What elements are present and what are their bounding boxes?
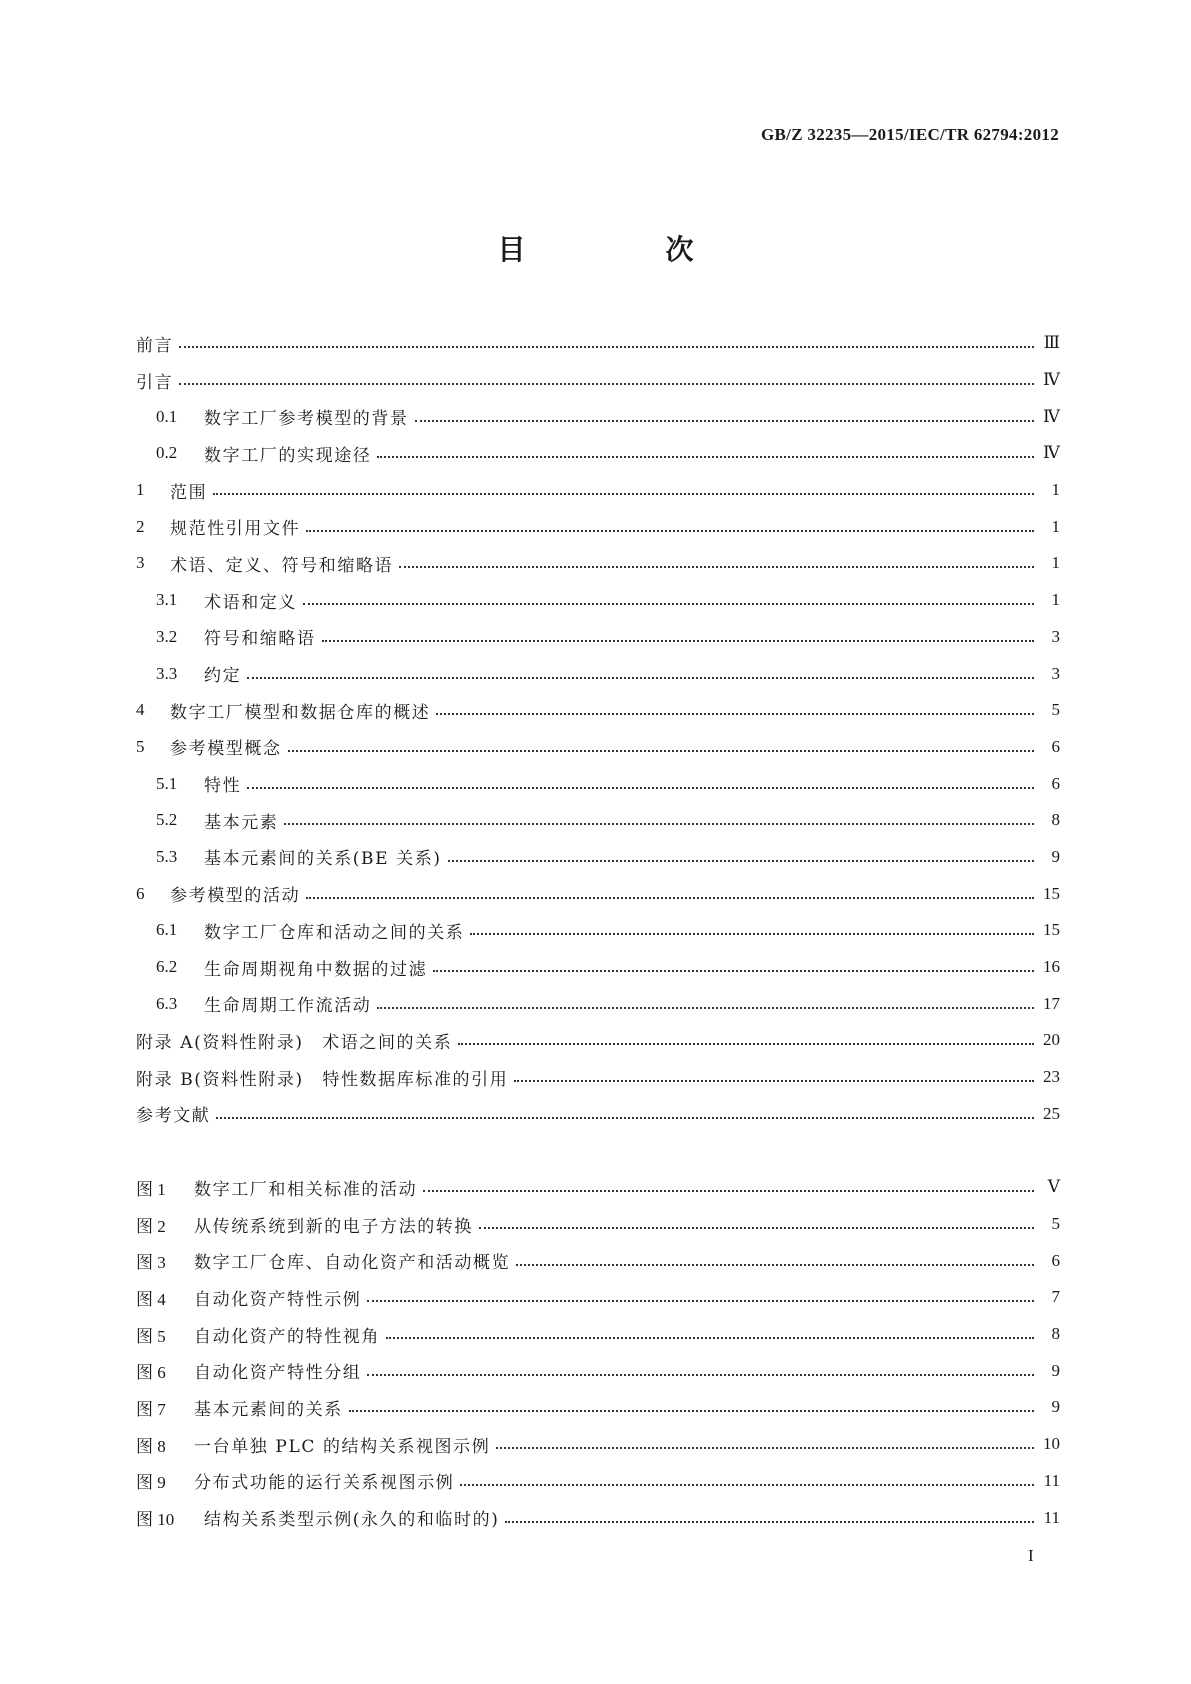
toc-entry-title: 参考模型概念: [170, 739, 282, 760]
toc-entry[interactable]: [136, 582, 1060, 619]
figure-number: 图 6: [136, 1363, 166, 1383]
figure-title: 自动化资产特性分组: [194, 1363, 362, 1384]
figure-page: 11: [1043, 1507, 1060, 1527]
toc-entry-number: 3.3: [156, 663, 178, 683]
toc-entry-title: 约定: [204, 666, 242, 687]
figure-number: 图 5: [136, 1326, 166, 1346]
toc-entry-title: 规范性引用文件: [170, 519, 301, 540]
toc-entry-page: 1: [1051, 590, 1060, 610]
figure-title: 基本元素间的关系: [194, 1399, 343, 1420]
dot-leader: [460, 1484, 1034, 1486]
dot-leader: [247, 787, 1034, 789]
dot-leader: [505, 1521, 1034, 1523]
dot-leader: [288, 750, 1034, 752]
toc-entry-number: 6: [136, 883, 145, 903]
figure-entry[interactable]: [136, 1242, 1060, 1279]
figure-number: 图 9: [136, 1473, 166, 1493]
dot-leader: [216, 1117, 1034, 1119]
dot-leader: [377, 456, 1034, 458]
figure-entry[interactable]: [136, 1206, 1060, 1243]
dot-leader: [399, 566, 1034, 568]
figure-number: 图 8: [136, 1436, 166, 1456]
dot-leader: [349, 1410, 1034, 1412]
toc-entry-title: 生命周期视角中数据的过滤: [204, 959, 428, 980]
toc-entry[interactable]: [136, 912, 1060, 949]
figure-number: 图 10: [136, 1510, 175, 1530]
toc-entry-number: 6.2: [156, 957, 178, 977]
dot-leader: [448, 860, 1034, 862]
figure-entry[interactable]: [136, 1169, 1060, 1206]
dot-leader: [179, 383, 1034, 385]
dot-leader: [303, 603, 1034, 605]
toc-entry-page: 8: [1051, 810, 1060, 830]
toc-entry-title: 附录 A(资料性附录) 术语之间的关系: [136, 1032, 453, 1053]
figure-page: 7: [1051, 1287, 1060, 1307]
toc-entry-page: Ⅲ: [1043, 333, 1060, 353]
page-title: 目 次: [497, 233, 750, 266]
toc-entry[interactable]: [136, 692, 1060, 729]
dot-leader: [496, 1447, 1034, 1449]
toc-entry[interactable]: [136, 729, 1060, 766]
toc-entry-number: 1: [136, 480, 145, 500]
dot-leader: [386, 1337, 1034, 1339]
toc-entry-title: 数字工厂参考模型的背景: [204, 409, 409, 430]
toc-entry-title: 术语、定义、符号和缩略语: [170, 555, 394, 576]
dot-leader: [479, 1227, 1034, 1229]
toc-entry[interactable]: [136, 1059, 1060, 1096]
toc-entry-title: 符号和缩略语: [204, 629, 316, 650]
figure-number: 图 4: [136, 1289, 166, 1309]
toc-entry-page: 1: [1051, 553, 1060, 573]
toc-entry[interactable]: [136, 398, 1060, 435]
toc-entry[interactable]: [136, 655, 1060, 692]
figure-page: 5: [1051, 1214, 1060, 1234]
table-of-contents: [136, 325, 1060, 1132]
figure-page: 8: [1051, 1324, 1060, 1344]
figure-title: 结构关系类型示例(永久的和临时的): [204, 1510, 500, 1531]
dot-leader: [213, 493, 1034, 495]
toc-entry-number: 2: [136, 516, 145, 536]
page-number: I: [1028, 1546, 1034, 1565]
toc-entry[interactable]: [136, 362, 1060, 399]
toc-entry[interactable]: [136, 875, 1060, 912]
figure-page: 10: [1043, 1434, 1060, 1454]
toc-entry-page: 15: [1043, 920, 1060, 940]
toc-entry-page: 1: [1051, 516, 1060, 536]
figure-title: 自动化资产特性示例: [194, 1289, 362, 1310]
dot-leader: [433, 970, 1034, 972]
toc-entry-page: 1: [1051, 480, 1060, 500]
toc-entry-page: Ⅳ: [1043, 443, 1060, 463]
dot-leader: [284, 823, 1034, 825]
dot-leader: [377, 1007, 1034, 1009]
figure-page: 6: [1051, 1250, 1060, 1270]
list-of-figures: [136, 1169, 1060, 1536]
dot-leader: [306, 530, 1034, 532]
toc-entry-title: 基本元素间的关系(BE 关系): [204, 849, 442, 870]
toc-entry[interactable]: [136, 839, 1060, 876]
toc-entry-page: 3: [1051, 626, 1060, 646]
dot-leader: [516, 1264, 1034, 1266]
toc-entry-page: 15: [1043, 883, 1060, 903]
toc-entry-page: 9: [1051, 846, 1060, 866]
toc-entry-page: Ⅳ: [1043, 370, 1060, 390]
figure-number: 图 7: [136, 1399, 166, 1419]
toc-entry-number: 4: [136, 700, 145, 720]
toc-entry-number: 3.2: [156, 626, 178, 646]
dot-leader: [423, 1190, 1034, 1192]
toc-entry-page: 17: [1043, 993, 1060, 1013]
toc-entry-title: 特性: [204, 776, 242, 797]
toc-entry[interactable]: [136, 985, 1060, 1022]
standard-code: GB/Z 32235—2015/IEC/TR 62794:2012: [761, 125, 1059, 144]
toc-entry-page: 20: [1043, 1030, 1060, 1050]
toc-entry[interactable]: [136, 1022, 1060, 1059]
toc-entry[interactable]: [136, 765, 1060, 802]
figure-entry[interactable]: [136, 1352, 1060, 1389]
figure-entry[interactable]: [136, 1279, 1060, 1316]
toc-entry-page: 5: [1051, 700, 1060, 720]
dot-leader: [367, 1374, 1034, 1376]
figure-title: 从传统系统到新的电子方法的转换: [194, 1216, 473, 1237]
toc-entry-number: 3: [136, 553, 145, 573]
figure-entry[interactable]: [136, 1499, 1060, 1536]
figure-page: 9: [1051, 1360, 1060, 1380]
figure-page: Ⅴ: [1047, 1177, 1060, 1197]
toc-entry-title: 基本元素: [204, 812, 279, 833]
toc-entry[interactable]: [136, 508, 1060, 545]
figure-entry[interactable]: [136, 1389, 1060, 1426]
dot-leader: [179, 346, 1034, 348]
dot-leader: [367, 1300, 1034, 1302]
figure-entry[interactable]: [136, 1316, 1060, 1353]
toc-entry-page: Ⅳ: [1043, 406, 1060, 426]
toc-entry-page: 25: [1043, 1103, 1060, 1123]
toc-entry-title: 参考模型的活动: [170, 886, 301, 907]
toc-entry[interactable]: [136, 545, 1060, 582]
toc-entry-title: 数字工厂的实现途径: [204, 445, 372, 466]
figure-entry[interactable]: [136, 1426, 1060, 1463]
toc-entry[interactable]: [136, 472, 1060, 509]
figure-entry[interactable]: [136, 1463, 1060, 1500]
toc-entry[interactable]: [136, 802, 1060, 839]
figure-title: 数字工厂仓库、自动化资产和活动概览: [194, 1253, 511, 1274]
toc-entry-number: 6.3: [156, 993, 178, 1013]
toc-entry-number: 6.1: [156, 920, 178, 940]
toc-entry-title: 引言: [136, 372, 174, 393]
toc-entry[interactable]: [136, 435, 1060, 472]
figure-title: 自动化资产的特性视角: [194, 1326, 380, 1347]
figure-number: 图 3: [136, 1253, 166, 1273]
toc-entry-title: 数字工厂仓库和活动之间的关系: [204, 922, 465, 943]
toc-entry-page: 6: [1051, 736, 1060, 756]
toc-entry[interactable]: [136, 619, 1060, 656]
figure-title: 一台单独 PLC 的结构关系视图示例: [194, 1436, 491, 1457]
toc-entry-title: 数字工厂模型和数据仓库的概述: [170, 702, 431, 723]
toc-entry-number: 0.1: [156, 406, 178, 426]
dot-leader: [415, 420, 1034, 422]
toc-entry-number: 5: [136, 736, 145, 756]
toc-entry[interactable]: [136, 949, 1060, 986]
toc-entry-number: 5.1: [156, 773, 178, 793]
dot-leader: [436, 713, 1034, 715]
figure-number: 图 1: [136, 1179, 166, 1199]
toc-entry-number: 0.2: [156, 443, 178, 463]
dot-leader: [458, 1043, 1034, 1045]
toc-entry-title: 前言: [136, 335, 174, 356]
toc-entry-title: 附录 B(资料性附录) 特性数据库标准的引用: [136, 1069, 509, 1090]
toc-entry-page: 23: [1043, 1067, 1060, 1087]
dot-leader: [514, 1080, 1034, 1082]
dot-leader: [322, 640, 1034, 642]
toc-entry-title: 范围: [170, 482, 208, 503]
dot-leader: [470, 933, 1034, 935]
toc-entry-page: 16: [1043, 957, 1060, 977]
toc-entry[interactable]: [136, 325, 1060, 362]
figure-number: 图 2: [136, 1216, 166, 1236]
toc-entry-title: 生命周期工作流活动: [204, 996, 372, 1017]
toc-entry-number: 5.2: [156, 810, 178, 830]
toc-entry[interactable]: [136, 1095, 1060, 1132]
toc-entry-page: 6: [1051, 773, 1060, 793]
toc-entry-number: 5.3: [156, 846, 178, 866]
toc-entry-title: 参考文献: [136, 1106, 211, 1127]
dot-leader: [306, 897, 1034, 899]
toc-entry-title: 术语和定义: [204, 592, 297, 613]
dot-leader: [247, 677, 1034, 679]
toc-entry-page: 3: [1051, 663, 1060, 683]
figure-page: 11: [1043, 1470, 1060, 1490]
figure-page: 9: [1051, 1397, 1060, 1417]
toc-entry-number: 3.1: [156, 590, 178, 610]
figure-title: 分布式功能的运行关系视图示例: [194, 1473, 455, 1494]
figure-title: 数字工厂和相关标准的活动: [194, 1179, 418, 1200]
